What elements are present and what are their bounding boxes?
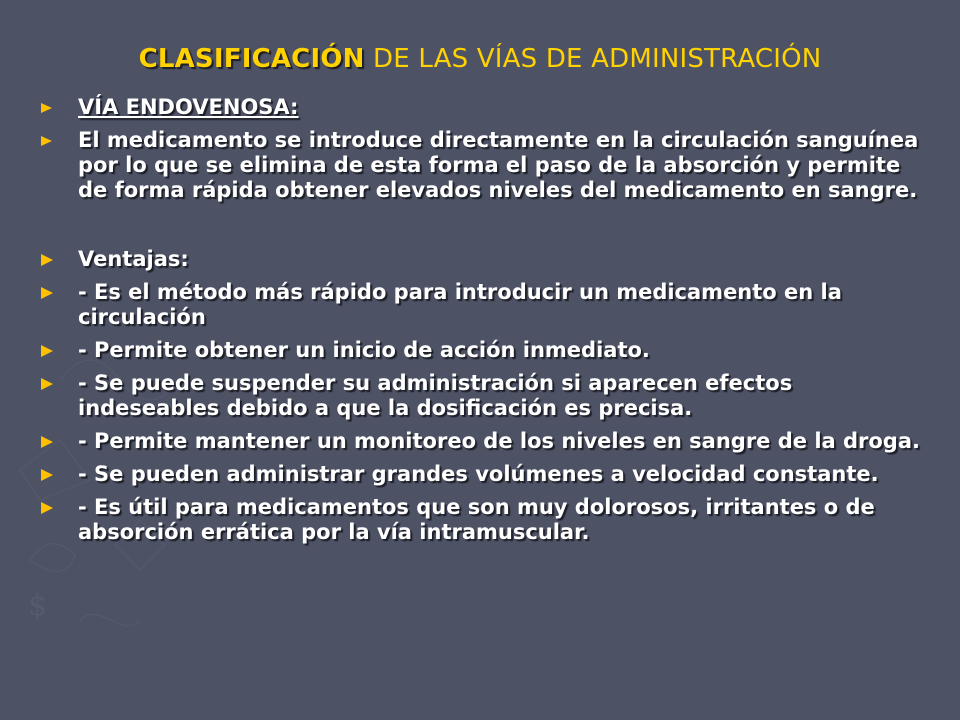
svg-text:$: $ [28,588,48,623]
bullet-item-advantage-6 [41,495,926,545]
bullet-item-advantage-4 [41,429,926,454]
slide-title-part2: DE LAS VÍAS DE ADMINISTRACIÓN [364,44,822,74]
bullet-item-advantage-3 [41,371,926,421]
bullet-text: VÍA ENDOVENOSA: [78,95,299,119]
bullet-text: - Es el método más rápido para introducir un medicamento en la circulación [78,280,842,329]
bullet-arrow-icon [41,136,52,146]
bullet-arrow-icon [41,436,53,448]
bullet-text: - Es útil para medicamentos que son muy dolorosos, irritantes o de absorción errática por la vía intramuscular. [78,495,875,544]
bullet-text: El medicamento se introduce directamente en la circulación sanguínea por lo que se elimina de esta forma el paso de la absorción y permite de forma rápida obtener elevados niveles del medicamento en sangre. [78,128,919,202]
bullet-arrow-icon [41,345,53,357]
bullet-arrow-icon [41,287,53,299]
bullet-text: - Permite mantener un monitoreo de los niveles en sangre de la droga. [78,429,920,453]
bullet-text: - Se puede suspender su administración si aparecen efectos indeseables debido a que la dosificación es precisa. [78,371,793,420]
bullet-item-advantage-5 [41,462,926,487]
bullet-arrow-icon [41,469,53,481]
bullet-item-ventajas [41,247,926,272]
bullet-item-advantage-2 [41,338,926,363]
bullet-arrow-icon [41,254,53,266]
bullet-list [41,95,926,553]
slide-title-part1: CLASIFICACIÓN [138,44,365,74]
bullet-item-via-endovenosa [41,95,926,120]
bullet-arrow-icon [41,103,52,113]
bullet-arrow-icon [41,378,53,390]
bullet-arrow-icon [41,502,53,514]
bullet-item-advantage-1 [41,280,926,330]
slide-title [0,44,960,74]
bullet-text: - Permite obtener un inicio de acción inmediato. [78,338,650,362]
bullet-item-description [41,128,926,203]
bullet-text: - Se pueden administrar grandes volúmenes a velocidad constante. [78,462,879,486]
bullet-text: Ventajas: [78,247,189,271]
